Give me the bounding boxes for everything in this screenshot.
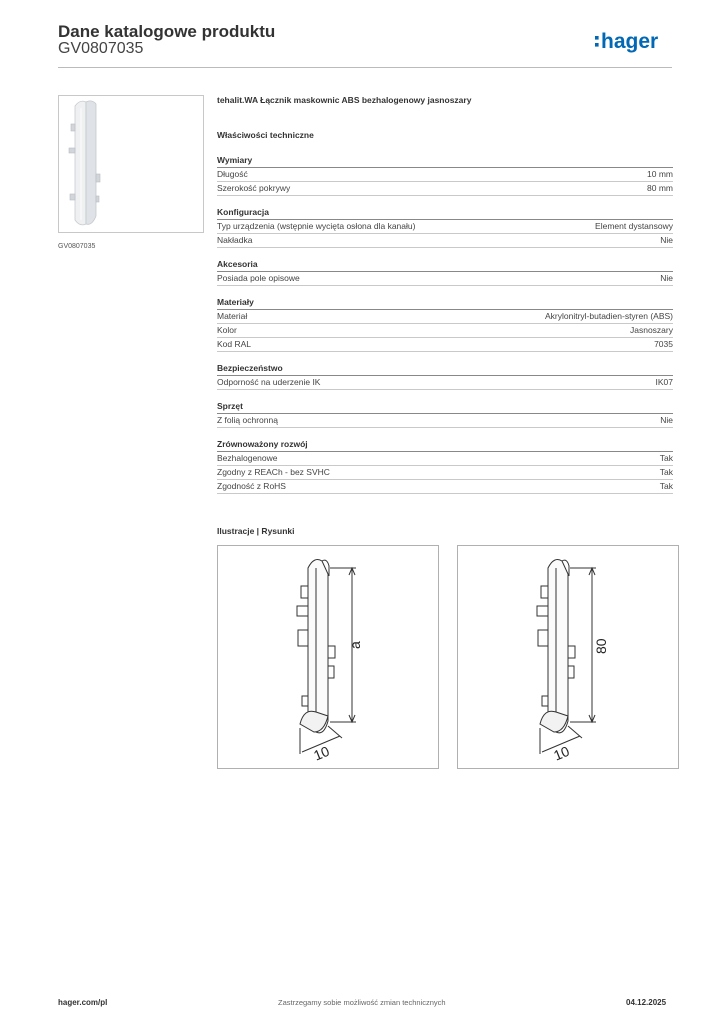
property-row	[217, 414, 673, 428]
section-materials	[217, 296, 673, 352]
drawing-1-svg	[218, 546, 438, 768]
property-row	[217, 234, 673, 248]
property-label: Bezhalogenowe	[217, 453, 278, 463]
illustrations-heading: Ilustracje | Rysunki	[217, 526, 295, 536]
property-value: IK07	[655, 377, 673, 387]
header-divider	[58, 67, 672, 68]
product-code: GV0807035	[58, 40, 144, 57]
property-row	[217, 480, 673, 494]
property-value: Tak	[659, 453, 673, 463]
property-value: 7035	[654, 339, 673, 349]
section-configuration	[217, 206, 673, 248]
section-title: Materiały	[217, 296, 673, 310]
technical-properties-heading: Właściwości techniczne	[217, 130, 314, 140]
hager-logo	[593, 27, 683, 57]
property-row	[217, 220, 673, 234]
technical-drawing-2	[457, 545, 679, 769]
property-value: Tak	[659, 467, 673, 477]
width-dimension-label: 10	[551, 742, 572, 764]
section-title: Bezpieczeństwo	[217, 362, 673, 376]
property-label: Szerokość pokrywy	[217, 183, 291, 193]
footer-date: 04.12.2025	[626, 998, 667, 1007]
property-row	[217, 272, 673, 286]
section-title: Konfiguracja	[217, 206, 673, 220]
property-row	[217, 376, 673, 390]
property-value: Tak	[659, 481, 673, 491]
product-title: tehalit.WA Łącznik maskownic ABS bezhalogenowy jasnoszary	[217, 95, 472, 105]
property-label: Odporność na uderzenie IK	[217, 377, 321, 387]
property-value: 80 mm	[647, 183, 673, 193]
section-sustainability	[217, 438, 673, 494]
technical-drawing-1	[217, 545, 439, 769]
property-label: Kolor	[217, 325, 237, 335]
thumbnail-caption: GV0807035	[58, 243, 96, 250]
property-value: 10 mm	[647, 169, 673, 179]
section-dimensions	[217, 154, 673, 196]
product-image	[59, 96, 203, 232]
footer-disclaimer: Zastrzegamy sobie możliwość zmian technicznych	[278, 998, 446, 1007]
property-label: Długość	[217, 169, 248, 179]
section-title: Zrównoważony rozwój	[217, 438, 673, 452]
brand-name: hager	[601, 30, 659, 53]
property-value: Nie	[660, 415, 673, 425]
property-label: Zgodny z REACh - bez SVHC	[217, 467, 330, 477]
property-row	[217, 324, 673, 338]
section-hardware	[217, 400, 673, 428]
property-row	[217, 452, 673, 466]
property-label: Posiada pole opisowe	[217, 273, 300, 283]
property-value: Nie	[660, 273, 673, 283]
section-accessories	[217, 258, 673, 286]
property-label: Kod RAL	[217, 339, 252, 349]
product-details	[217, 95, 673, 504]
property-label: Zgodność z RoHS	[217, 481, 286, 491]
property-value: Nie	[660, 235, 673, 245]
property-row	[217, 168, 673, 182]
property-label: Typ urządzenia (wstępnie wycięta osłona dla kanału)	[217, 221, 416, 231]
height-dimension-label: 80	[593, 638, 609, 654]
property-label: Materiał	[217, 311, 248, 321]
footer-website-link[interactable]: hager.com/pl	[58, 998, 108, 1007]
width-dimension-label: 10	[311, 742, 332, 764]
section-safety	[217, 362, 673, 390]
property-row	[217, 310, 673, 324]
height-dimension-label: a	[347, 641, 363, 649]
section-title: Wymiary	[217, 154, 673, 168]
property-value: Element dystansowy	[595, 221, 673, 231]
drawing-2-svg	[458, 546, 678, 768]
property-label: Nakładka	[217, 235, 253, 245]
property-row	[217, 182, 673, 196]
property-row	[217, 466, 673, 480]
property-row	[217, 338, 673, 352]
section-title: Akcesoria	[217, 258, 673, 272]
product-thumbnail	[58, 95, 204, 233]
section-title: Sprzęt	[217, 400, 673, 414]
page-title: Dane katalogowe produktu	[58, 22, 276, 41]
property-value: Jasnoszary	[630, 325, 673, 335]
property-value: Akrylonitryl-butadien-styren (ABS)	[544, 311, 673, 321]
property-label: Z folią ochronną	[217, 415, 278, 425]
